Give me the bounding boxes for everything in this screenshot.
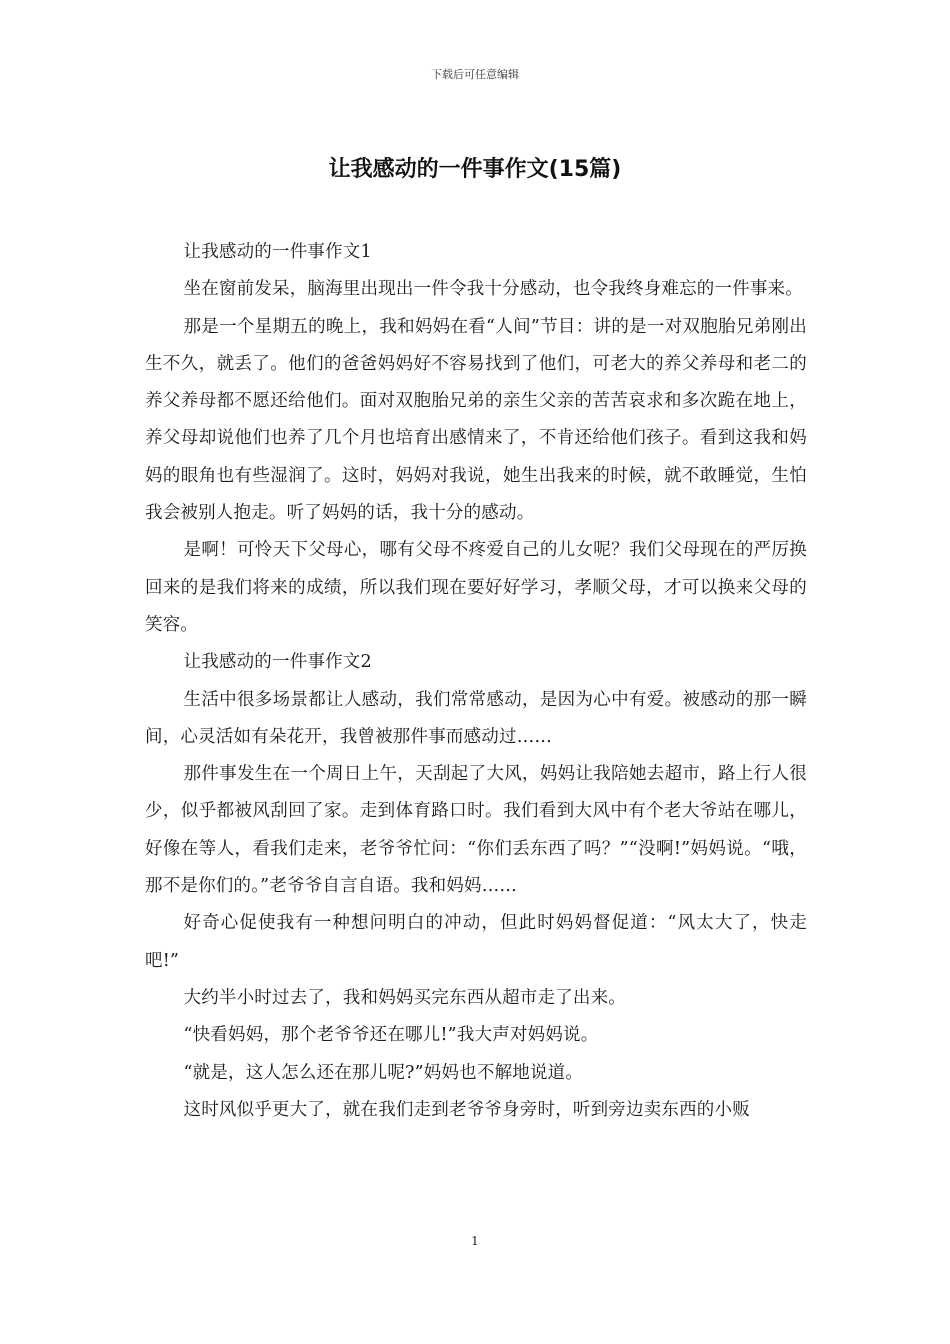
paragraph: 生活中很多场景都让人感动，我们常常感动，是因为心中有爱。被感动的那一瞬间，心灵活如有朵花开，我曾被那件事而感动过…… <box>145 689 807 747</box>
paragraph: 那是一个星期五的晚上，我和妈妈在看“人间”节目：讲的是一对双胞胎兄弟刚出生不久，就丢了。他们的爸爸妈妈好不容易找到了他们，可老大的养父养母和老二的养父养母都不愿还给他们。面对双胞胎兄弟的亲生父亲的苦苦哀求和多次跪在地上，养父母却说他们也养了几个月也培育出感情来了，不肯还给他们孩子。看到这我和妈妈的眼角也有些湿润了。这时，妈妈对我说，她生出我来的时候，就不敢睡觉，生怕我会被别人抱走。听了妈妈的话，我十分的感动。 <box>145 316 807 524</box>
paragraph: 那件事发生在一个周日上午，天刮起了大风，妈妈让我陪她去超市，路上行人很少，似乎都被风刮回了家。走到体育路口时。我们看到大风中有个老大爷站在哪儿，好像在等人，看我们走来，老爷爷忙问：“你们丢东西了吗？”“没啊!”妈妈说。“哦，那不是你们的。”老爷爷自言自语。我和妈妈…… <box>145 764 807 897</box>
header-note: 下载后可任意编辑 <box>431 68 519 81</box>
document-body <box>145 234 807 1129</box>
page-number: 1 <box>471 1234 479 1248</box>
paragraph: “快看妈妈，那个老爷爷还在哪儿!”我大声对妈妈说。 <box>183 1025 599 1046</box>
paragraph: “就是，这人怎么还在那儿呢?”妈妈也不解地说道。 <box>183 1062 584 1083</box>
paragraph: 坐在窗前发呆，脑海里出现出一件令我十分感动，也令我终身难忘的一件事来。 <box>183 279 803 300</box>
paragraph: 大约半小时过去了，我和妈妈买完东西从超市走了出来。 <box>183 987 626 1008</box>
document-title: 让我感动的一件事作文(15篇) <box>328 157 622 182</box>
section-heading-1: 让我感动的一件事作文1 <box>183 242 372 262</box>
section-heading-2: 让我感动的一件事作文2 <box>183 652 372 673</box>
paragraph: 这时风似乎更大了，就在我们走到老爷爷身旁时，听到旁边卖东西的小贩 <box>183 1099 750 1120</box>
paragraph: 好奇心促使我有一种想问明白的冲动，但此时妈妈督促道：“风太大了，快走吧!” <box>145 913 807 971</box>
paragraph: 是啊！可怜天下父母心，哪有父母不疼爱自己的儿女呢？我们父母现在的严厉换回来的是我们将来的成绩，所以我们现在要好好学习，孝顺父母，才可以换来父母的笑容。 <box>145 540 807 635</box>
